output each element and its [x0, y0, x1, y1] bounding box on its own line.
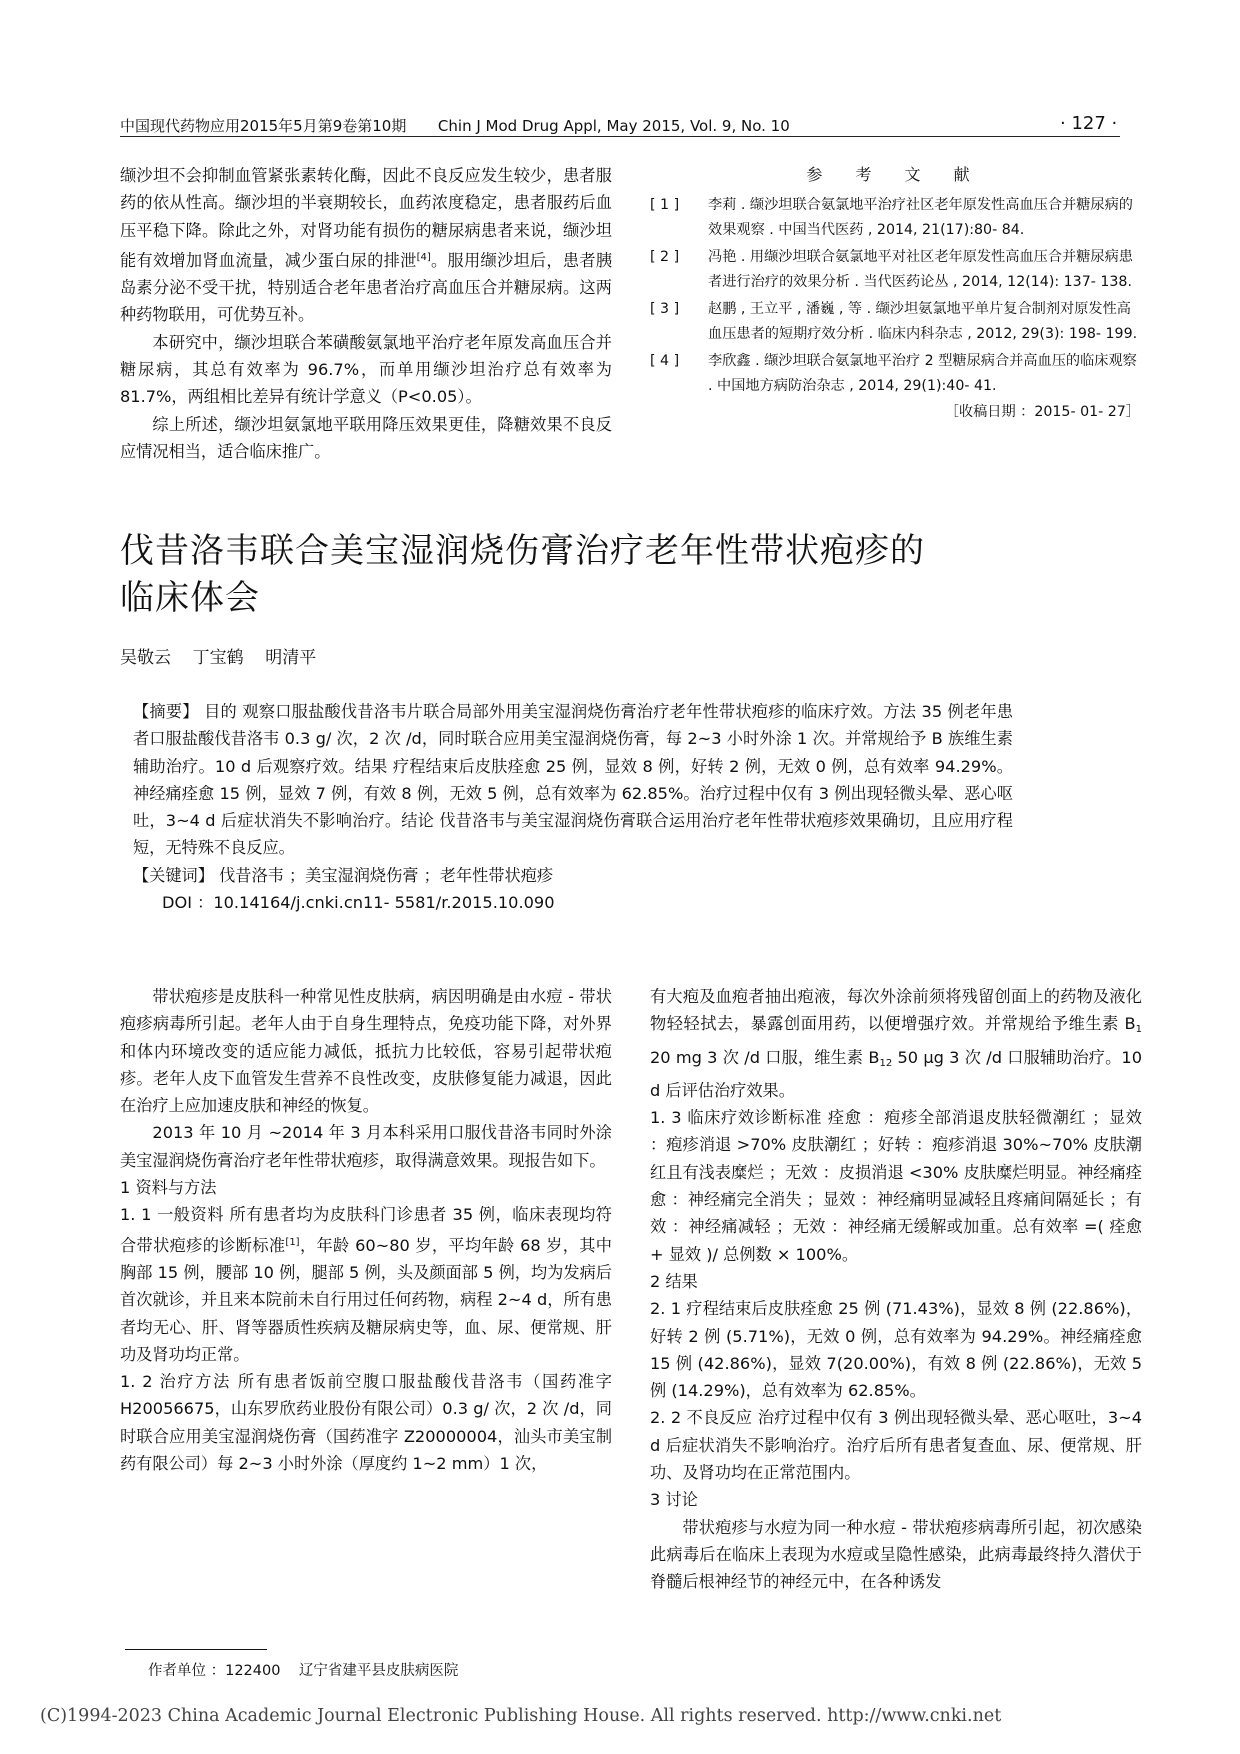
- doi: DOI ：10.14164/j.cnki.cn11- 5581/r.2015.10.090: [162, 893, 555, 913]
- reference-text: 李欣鑫 . 缬沙坦联合氨氯地平治疗 2 型糖尿病合并高血压的临床观察 . 中国地方病防治杂志 , 2014, 29(1):40- 41.: [708, 353, 1137, 394]
- keywords-text: 伐昔洛韦 ；美宝湿润烧伤膏 ；老年性带状疱疹: [213, 865, 554, 885]
- intro-paragraph-1: 带状疱疹是皮肤科一种常见性皮肤病，病因明确是由水痘 - 带状疱疹病毒所引起。老年人由于自身生理特点，免疫功能下降，对外界和体内环境改变的适应能力减低，抵抗力比较低，容易引起带状疱疹。老年人皮下血管发生营养不良性改变，皮肤修复能力减退，因此在治疗上应加速皮肤和神经的恢复。: [120, 987, 612, 1116]
- body-left-column: [120, 983, 612, 1477]
- journal-name-en: Chin J Mod Drug Appl, May 2015, Vol. 9, No. 10: [437, 117, 790, 135]
- subscript-12: 12: [879, 1057, 893, 1069]
- reference-text: 冯艳 . 用缬沙坦联合氨氯地平对社区老年原发性高血压合并糖尿病患者进行治疗的效果分析 . 当代医药论丛 , 2014, 12(14): 137- 138.: [708, 249, 1133, 290]
- discussion-paragraph: 带状疱疹与水痘为同一种水痘 - 带状疱疹病毒所引起，初次感染此病毒后在临床上表现为水痘或呈隐性感染，此病毒最终持久潜伏于脊髓后根神经节的神经元中，在各种诱发: [650, 1517, 1142, 1592]
- method-continued-a: 有大疱及血疱者抽出疱液，每次外涂前须将残留创面上的药物及液化物轻轻拭去，暴露创面用药，以便增强疗效。并常规给予维生素 B: [650, 987, 1142, 1034]
- abstract-label: 【摘要】: [133, 702, 199, 721]
- subsection-2-2-text: 治疗过程中仅有 3 例出现轻微头晕、恶心呕吐，3~4 d 后症状消失不影响治疗。治疗后所有患者复查血、尿、便常规、肝功、及肾功均在正常范围内。: [650, 1408, 1142, 1483]
- reference-number: [ 4 ]: [650, 353, 680, 369]
- article-title-line-2: 临床体会: [120, 578, 260, 618]
- article-authors: 吴敬云 丁宝鹤 明清平: [120, 648, 317, 668]
- reference-item: [650, 193, 1140, 243]
- subsection-1-3-label: 1. 3 临床疗效诊断标准: [650, 1108, 823, 1128]
- reference-number: [ 2 ]: [650, 249, 680, 265]
- subsection-1-2-label: 1. 2 治疗方法: [120, 1372, 232, 1392]
- subscript-1: 1: [1135, 1024, 1142, 1036]
- subsection-1-2-text: 所有患者饭前空腹口服盐酸伐昔洛韦（国药准字 H20056675，山东罗欣药业股份有限公司）0.3 g/ 次，2 次 /d，同时联合应用美宝湿润烧伤膏（国药准字 Z20000004，汕头市美宝制药有限公司）每 2~3 小时外涂（厚度约 1~2 mm）1 次，: [120, 1372, 612, 1474]
- citation-mark: [1]: [285, 1236, 300, 1248]
- subsection-2-1-label: 2. 1: [650, 1299, 682, 1319]
- references-section: [650, 162, 1140, 421]
- references-title: 参 考 文 献: [806, 165, 984, 184]
- article-title: [120, 528, 1120, 622]
- method-continued-c: 50 μg 3 次 /d 口服辅助治疗。10 d 后评估治疗效果。: [650, 1047, 1142, 1100]
- running-header: [120, 115, 790, 136]
- abstract-text: 目的 观察口服盐酸伐昔洛韦片联合局部外用美宝湿润烧伤膏治疗老年性带状疱疹的临床疗效。方法 35 例老年患者口服盐酸伐昔洛韦 0.3 g/ 次，2 次 /d，同时联合应用美宝湿润烧伤膏，每 2~3 小时外涂 1 次。并常规给予 B 族维生素辅助治疗。10 d 后观察疗效。结果 疗程结束后皮肤痊愈 25 例，显效 8 例，好转 2 例，无效 0 例，总有效率 94.29%。神经痛痊愈 15 例，显效 7 例，有效 8 例，无效 5 例，总有效率为 62.85%。治疗过程中仅有 3 例出现轻微头晕、恶心呕吐，3~4 d 后症状消失不影响治疗。结论 伐昔洛韦与美宝湿润烧伤膏联合运用治疗老年性带状疱疹效果确切，且应用疗程短，无特殊不良反应。: [133, 702, 1013, 858]
- reference-item: [650, 349, 1140, 399]
- subsection-1-1-label: 1. 1 一般资料: [120, 1205, 224, 1225]
- author-affiliation: 作者单位 ：122400 辽宁省建平县皮肤病医院: [148, 1663, 459, 1679]
- method-continued-b: 20 mg 3 次 /d 口服，维生素 B: [650, 1047, 880, 1067]
- subsection-1-1-text-b: ，年龄 60~80 岁，平均年龄 68 岁，其中胸部 15 例，腰部 10 例，腿部 5 例，头及颜面部 5 例，均为发病后首次就诊，并且来本院前未自行用过任何药物，病程 2~4 d，所有患者均无心、肝、肾等器质性疾病及糖尿病史等，血、尿、便常规、肝功及肾功均正常。: [120, 1235, 612, 1364]
- citation-mark: [4]: [416, 251, 431, 263]
- reference-number: [ 1 ]: [650, 197, 680, 213]
- subsection-1-1-text-a: 所有患者均为皮肤科门诊患者 35 例，临床表现均符合带状疱疹的诊断标准: [120, 1205, 612, 1255]
- reference-text: 赵鹏 , 王立平 , 潘巍 , 等 . 缬沙坦氨氯地平单片复合制剂对原发性高血压患者的短期疗效分析 . 临床内科杂志 , 2012, 29(3): 198- 199.: [708, 301, 1138, 342]
- reference-item: [650, 297, 1140, 347]
- section-heading-1: 1 资料与方法: [120, 1178, 217, 1198]
- prev-paragraph-2: 本研究中，缬沙坦联合苯磺酸氨氯地平治疗老年原发高血压合并糖尿病，其总有效率为 96.7%，而单用缬沙坦治疗总有效率为 81.7%，两组相比差异有统计学意义（P<0.05）。: [120, 332, 612, 407]
- section-heading-2: 2 结果: [650, 1271, 698, 1291]
- reference-number: [ 3 ]: [650, 301, 680, 317]
- footnote-rule: [125, 1649, 267, 1650]
- prev-paragraph-1: 缬沙坦不会抑制血管紧张素转化酶，因此不良反应发生较少，患者服药的依从性高。缬沙坦的半衰期较长，血药浓度稳定，患者服药后血压平稳下降。除此之外，对肾功能有损伤的糖尿病患者来说，缬沙坦能有效增加肾血流量，减少蛋白尿的排泄: [120, 166, 612, 270]
- received-date: ［收稿日期 ：2015- 01- 27］: [944, 404, 1140, 420]
- keywords-label: 【关键词】: [133, 865, 214, 885]
- subsection-2-1-text: 疗程结束后皮肤痊愈 25 例 (71.43%)，显效 8 例 (22.86%)，好转 2 例 (5.71%)，无效 0 例，总有效率为 94.29%。神经痛痊愈 15 例 (42.86%)，显效 7(20.00%)，有效 8 例 (22.86%)，无效 5 例 (14.29%)，总有效率为 62.85%。: [650, 1299, 1143, 1401]
- article-title-line-1: 伐昔洛韦联合美宝湿润烧伤膏治疗老年性带状疱疹的: [120, 531, 925, 571]
- body-right-column: [650, 983, 1142, 1596]
- journal-name-cn: 中国现代药物应用2015年5月第9卷第10期: [120, 117, 407, 135]
- reference-item: [650, 245, 1140, 295]
- page-number: · 127 ·: [1060, 113, 1118, 134]
- copyright-notice: (C)1994-2023 China Academic Journal Electronic Publishing House. All rights reserved. http://www.cnki.net: [40, 1706, 1002, 1726]
- prev-article-text: [120, 162, 612, 465]
- subsection-1-3-text: 痊愈 ：疱疹全部消退皮肤轻微潮红 ；显效 ：疱疹消退 >70% 皮肤潮红 ；好转 ：疱疹消退 30%~70% 皮肤潮红且有浅表糜烂 ；无效 ：皮损消退 <30% 皮肤糜烂明显。神经痛痊愈 ：神经痛完全消失 ；显效 ：神经痛明显减轻且疼痛间隔延长 ；有效 ：神经痛减轻 ；无效 ：神经痛无缓解或加重。总有效率 =( 痊愈 + 显效 )/ 总例数 × 100%。: [650, 1108, 1142, 1264]
- abstract-block: [133, 698, 1013, 916]
- section-heading-3: 3 讨论: [650, 1490, 698, 1510]
- prev-paragraph-1b: 。服用缬沙坦后，患者胰岛素分泌不受干扰，特别适合老年患者治疗高血压合并糖尿病。这两种药物联用，可优势互补。: [120, 250, 613, 325]
- prev-paragraph-3: 综上所述，缬沙坦氨氯地平联用降压效果更佳，降糖效果不良反应情况相当，适合临床推广。: [120, 414, 612, 461]
- subsection-2-2-label: 2. 2 不良反应: [650, 1408, 753, 1428]
- header-rule: [120, 136, 1120, 137]
- intro-paragraph-2: 2013 年 10 月 ~2014 年 3 月本科采用口服伐昔洛韦同时外涂美宝湿润烧伤膏治疗老年性带状疱疹，取得满意效果。现报告如下。: [120, 1123, 612, 1170]
- reference-text: 李莉 . 缬沙坦联合氨氯地平治疗社区老年原发性高血压合并糖尿病的效果观察 . 中国当代医药 , 2014, 21(17):80- 84.: [708, 197, 1133, 238]
